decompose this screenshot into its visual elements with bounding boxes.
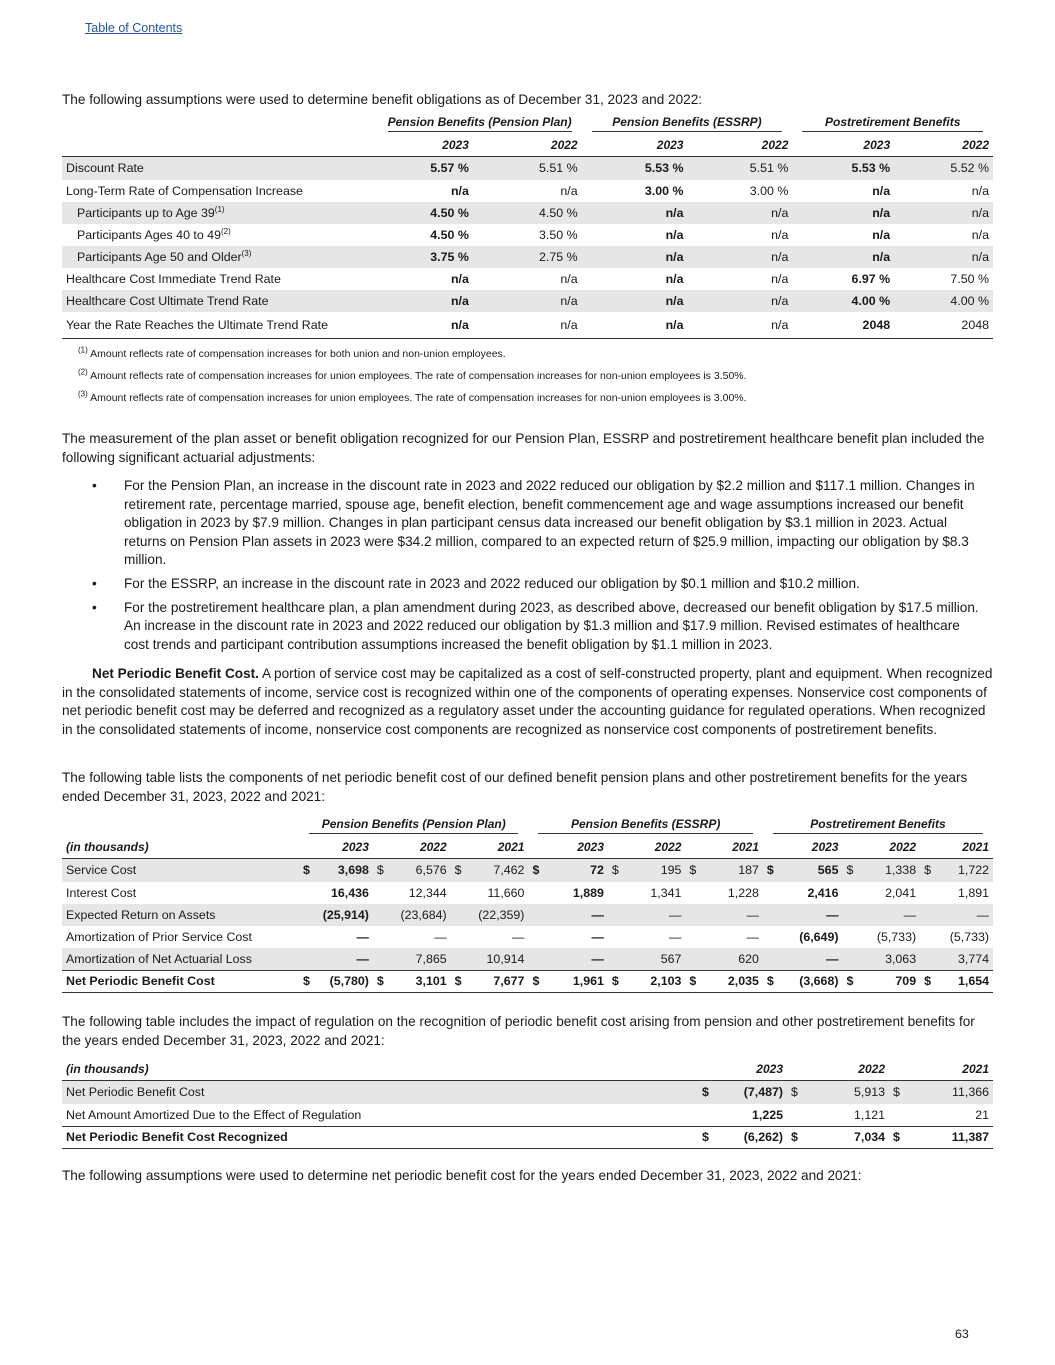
row-label-text: Year the Rate Reaches the Ultimate Trend Rate (66, 317, 328, 332)
table-row (62, 858, 993, 882)
value-cell: 3,063 (858, 948, 920, 970)
value-cell: — (591, 930, 604, 944)
value-cell: n/a (665, 228, 684, 242)
value-cell: 3.75 % (378, 246, 473, 268)
table-row (62, 268, 993, 290)
value-cell: (25,914) (315, 904, 373, 926)
currency-symbol (451, 882, 467, 904)
row-label: Net Periodic Benefit Cost (62, 970, 299, 992)
value-cell: n/a (450, 272, 469, 286)
currency-symbol (528, 948, 550, 970)
value-cell: 72 (550, 858, 608, 882)
year-header: 2023 (378, 134, 473, 156)
measurement-paragraph: The measurement of the plan asset or benefit obligation recognized for our Pension Plan, ESSRP and postretirement healthcare benefit plan included the following significant actuarial adjustments: (62, 431, 985, 465)
value-cell: 1,121 (853, 1107, 885, 1122)
value-cell: n/a (792, 202, 894, 224)
value-cell: 5.51 % (473, 156, 582, 180)
value-cell: 10,914 (467, 948, 529, 970)
year-header: 2023 (698, 1058, 787, 1080)
footnote-ref: (3) (241, 248, 252, 258)
value-cell: — (315, 948, 373, 970)
value-cell: n/a (560, 272, 578, 286)
value-cell: n/a (582, 202, 688, 224)
value-cell: 5,913 (809, 1080, 889, 1104)
row-label (62, 290, 378, 312)
value-cell: — (785, 904, 843, 926)
value-cell: 1,228 (727, 886, 759, 900)
table-row (62, 1104, 993, 1126)
footnote-1: $^{(1)}$ Amount reflects rate of compensation increases for both union and non-union employees. (78, 345, 506, 360)
value-cell: n/a (582, 290, 688, 312)
npbc-paragraph: Net Periodic Benefit Cost. A portion of service cost may be capitalized as a cost of self-constructed property, plant and equipment. When recognized in the consolidated statements of income, service cost is recognized within one of the components of operating expenses. Nonservice cost components of net periodic benefit cost may be deferred and recognized as a regulatory asset under the accounting guidance for regulated operations. When recognized in the consolidated statements of income, nonservice cost components are recognized as nonservice cost components of postretirement benefits. (62, 666, 993, 737)
value-cell: n/a (687, 312, 792, 338)
row-label (62, 180, 378, 202)
currency-symbol (920, 904, 936, 926)
value-cell: — (624, 904, 686, 926)
value-cell: 7,462 (467, 858, 529, 882)
value-cell: 567 (624, 948, 686, 970)
value-cell: n/a (971, 228, 989, 242)
currency-symbol: $ (698, 1080, 720, 1104)
value-cell: 2,041 (885, 886, 917, 900)
intro-assumptions-cost: The following assumptions were used to determine net periodic benefit cost for the years ended December 31, 2023, 2022 and 2021: (62, 1168, 862, 1183)
value-cell: 565 (785, 858, 843, 882)
currency-symbol: $ (373, 858, 389, 882)
value-cell: 1,891 (957, 886, 989, 900)
npbc-heading: Net Periodic Benefit Cost. (92, 666, 259, 681)
currency-symbol (451, 948, 467, 970)
value-cell: 2.75 % (473, 246, 582, 268)
currency-symbol (608, 926, 624, 948)
value-cell: 4.50 % (378, 202, 473, 224)
year-header: 2022 (787, 1058, 889, 1080)
value-cell: 7.50 % (950, 272, 989, 286)
value-cell: 2048 (792, 312, 894, 338)
list-item: • For the Pension Plan, an increase in the discount rate in 2023 and 2022 reduced our obligation by $2.2 million and $117.1 million. Changes in retirement rate, percentage married, spouse age, benefit election, benefit commencement age and wage assumptions increased our benefit obligation in 2023 by $7.9 million. Changes in plan participant census data increased our benefit obligation by $3.1 million in 2023. Actual returns on Pension Plan assets in 2023 were $34.2 million, compared to an expected return of $25.9 million, impacting our obligation by $8.3 million. (92, 478, 975, 568)
regulation-table (62, 1058, 993, 1149)
currency-symbol: $ (920, 970, 936, 992)
value-cell: 7,677 (467, 970, 529, 992)
value-cell: 620 (701, 948, 763, 970)
footnote-ref: (2) (220, 226, 231, 236)
value-cell: 11,366 (911, 1080, 993, 1104)
row-label-text: Healthcare Cost Immediate Trend Rate (66, 272, 281, 286)
group-header-pension-plan: Pension Benefits (Pension Plan) (378, 112, 582, 134)
currency-symbol: $ (608, 858, 624, 882)
value-cell: 2,035 (701, 970, 763, 992)
table-row (62, 156, 993, 180)
group-header-essrp: Pension Benefits (ESSRP) (582, 112, 793, 134)
currency-symbol: $ (787, 1126, 809, 1148)
list-item: • For the postretirement healthcare plan, a plan amendment during 2023, as described above, decreased our benefit obligation by $17.5 million. An increase in the discount rate in 2023 and 2022 reduced our obligation by $1.3 million and $17.9 million. Revised estimates of healthcare cost trends and participant contribution assumptions increased the benefit obligation by $1.1 million in 2023. (92, 599, 979, 652)
value-cell: — (785, 948, 843, 970)
value-cell: 11,660 (487, 886, 525, 900)
row-label: Net Amount Amortized Due to the Effect of Regulation (66, 1107, 362, 1122)
year-header: 2021 (920, 836, 993, 858)
row-label (62, 202, 378, 224)
row-label: Expected Return on Assets (62, 904, 299, 926)
year-header: 2022 (373, 836, 451, 858)
value-cell: 4.00 % (894, 290, 993, 312)
value-cell: 4.50 % (430, 228, 469, 242)
value-cell: (6,649) (799, 930, 839, 944)
currency-symbol: $ (451, 858, 467, 882)
currency-symbol: $ (787, 1080, 809, 1104)
value-cell: 3,774 (936, 948, 993, 970)
currency-symbol (842, 948, 858, 970)
value-cell: n/a (894, 246, 993, 268)
value-cell: 2,103 (624, 970, 686, 992)
value-cell: (7,487) (720, 1080, 787, 1104)
table-row (62, 180, 993, 202)
currency-symbol: $ (685, 858, 701, 882)
year-header: 2023 (763, 836, 843, 858)
currency-symbol (842, 882, 858, 904)
value-cell: — (936, 904, 993, 926)
value-cell: 4.50 % (473, 202, 582, 224)
currency-symbol: $ (299, 970, 315, 992)
currency-symbol (373, 926, 389, 948)
value-cell: (6,262) (720, 1126, 787, 1148)
value-cell: n/a (378, 290, 473, 312)
currency-symbol (373, 948, 389, 970)
value-cell: 5.57 % (378, 156, 473, 180)
currency-symbol (889, 1104, 911, 1126)
currency-symbol: $ (685, 970, 701, 992)
currency-symbol: $ (920, 858, 936, 882)
currency-symbol (608, 948, 624, 970)
year-header: 2023 (582, 134, 688, 156)
year-header: 2022 (608, 836, 686, 858)
assumptions-table (62, 112, 993, 339)
group-header-postretirement: Postretirement Benefits (763, 814, 993, 836)
value-cell: 5.52 % (894, 156, 993, 180)
currency-symbol (763, 948, 785, 970)
footnote-ref: (1) (214, 204, 225, 214)
value-cell: 1,722 (936, 858, 993, 882)
currency-symbol (608, 882, 624, 904)
currency-symbol: $ (889, 1126, 911, 1148)
group-header-essrp: Pension Benefits (ESSRP) (528, 814, 762, 836)
group-header-pension-plan: Pension Benefits (Pension Plan) (299, 814, 528, 836)
currency-symbol (763, 882, 785, 904)
value-cell: n/a (582, 312, 688, 338)
value-cell: 3,698 (315, 858, 373, 882)
value-cell: n/a (687, 246, 792, 268)
currency-symbol (685, 882, 701, 904)
currency-symbol (763, 926, 785, 948)
currency-symbol: $ (842, 858, 858, 882)
currency-symbol (373, 904, 389, 926)
value-cell: 21 (975, 1107, 989, 1122)
row-label-text: Participants Age 50 and Older (77, 250, 242, 264)
intro-assumptions-obligations: The following assumptions were used to determine benefit obligations as of December 31, 2023 and 2022: (62, 92, 703, 107)
value-cell: — (550, 904, 608, 926)
value-cell: n/a (771, 272, 789, 286)
value-cell: n/a (872, 184, 891, 198)
value-cell: n/a (872, 228, 891, 242)
table-row (62, 904, 993, 926)
currency-symbol: $ (889, 1080, 911, 1104)
components-table (62, 814, 993, 993)
value-cell: 1,225 (751, 1107, 783, 1122)
currency-symbol (299, 882, 315, 904)
year-header: 2022 (894, 134, 993, 156)
currency-symbol (528, 926, 550, 948)
row-label (62, 312, 378, 338)
year-header: 2023 (792, 134, 894, 156)
row-label: Net Periodic Benefit Cost Recognized (62, 1126, 698, 1148)
value-cell: 1,961 (550, 970, 608, 992)
units-label: (in thousands) (62, 1058, 698, 1080)
table-of-contents-link[interactable]: Table of Contents (85, 21, 183, 35)
currency-symbol: $ (451, 970, 467, 992)
group-header-postretirement: Postretirement Benefits (792, 112, 993, 134)
value-cell: n/a (378, 312, 473, 338)
year-header: 2022 (842, 836, 920, 858)
year-header: 2023 (299, 836, 373, 858)
row-label (62, 246, 378, 268)
value-cell: 2048 (894, 312, 993, 338)
page-number: 63 (955, 1327, 969, 1341)
footnote-2: $^{(2)}$ Amount reflects rate of compensation increases for union employees. The rate of compensation increases for non-union employees is 3.50%. (78, 367, 747, 382)
table-row (62, 1126, 993, 1148)
currency-symbol (685, 926, 701, 948)
currency-symbol: $ (528, 858, 550, 882)
currency-symbol (787, 1104, 809, 1126)
year-header: 2021 (451, 836, 529, 858)
row-label (62, 156, 378, 180)
row-label: Service Cost (62, 858, 299, 882)
row-label (62, 224, 378, 246)
value-cell: n/a (971, 184, 989, 198)
value-cell: 3.00 % (644, 184, 684, 198)
value-cell: 12,344 (408, 886, 447, 900)
row-label: Net Periodic Benefit Cost (62, 1080, 698, 1104)
value-cell: (22,359) (467, 904, 529, 926)
value-cell: — (434, 930, 447, 944)
currency-symbol (920, 926, 936, 948)
table-row (62, 246, 993, 268)
value-cell: 3,101 (389, 970, 451, 992)
table-row (62, 882, 993, 904)
value-cell: 5.53 % (582, 156, 688, 180)
value-cell: 5.51 % (687, 156, 792, 180)
value-cell: (3,668) (785, 970, 843, 992)
currency-symbol (299, 948, 315, 970)
currency-symbol (698, 1104, 720, 1126)
currency-symbol (920, 948, 936, 970)
year-header: 2021 (685, 836, 763, 858)
value-cell: 6.97 % (851, 272, 891, 286)
value-cell: 11,387 (911, 1126, 993, 1148)
row-label-text: Long-Term Rate of Compensation Increase (66, 184, 303, 198)
table-row (62, 926, 993, 948)
currency-symbol: $ (608, 970, 624, 992)
currency-symbol: $ (763, 970, 785, 992)
value-cell: n/a (582, 246, 688, 268)
value-cell: n/a (665, 272, 684, 286)
row-label-text: Participants Ages 40 to 49 (77, 228, 221, 242)
currency-symbol (920, 882, 936, 904)
intro-components: The following table lists the components of net periodic benefit cost of our defined benefit pension plans and other postretirement benefits for the years ended December 31, 2023, 2022 and 2021: (62, 770, 968, 804)
value-cell: 3.50 % (539, 228, 578, 242)
table-row (62, 948, 993, 970)
value-cell: — (550, 948, 608, 970)
value-cell: 7,865 (389, 948, 451, 970)
year-header: 2021 (889, 1058, 993, 1080)
value-cell: 1,654 (936, 970, 993, 992)
currency-symbol: $ (299, 858, 315, 882)
currency-symbol (451, 926, 467, 948)
value-cell: 4.00 % (792, 290, 894, 312)
value-cell: n/a (473, 290, 582, 312)
currency-symbol (685, 904, 701, 926)
value-cell: n/a (560, 184, 578, 198)
value-cell: 6,576 (389, 858, 451, 882)
row-label (62, 268, 378, 290)
footnote-3: $^{(3)}$ Amount reflects rate of compensation increases for union employees. The rate of compensation increases for non-union employees is 3.00%. (78, 389, 747, 404)
currency-symbol (299, 926, 315, 948)
value-cell: (5,733) (949, 930, 989, 944)
row-label-text: Healthcare Cost Ultimate Trend Rate (66, 294, 269, 308)
currency-symbol (608, 904, 624, 926)
currency-symbol (451, 904, 467, 926)
table-row (62, 224, 993, 246)
value-cell: n/a (687, 202, 792, 224)
list-item: • For the ESSRP, an increase in the discount rate in 2023 and 2022 reduced our obligation by $0.1 million and $10.2 million. (92, 575, 860, 591)
intro-regulation: The following table includes the impact of regulation on the recognition of periodic benefit cost arising from pension and other postretirement benefits for the years ended December 31, 2023, 2022 and 2021: (62, 1014, 975, 1048)
value-cell: — (858, 904, 920, 926)
currency-symbol (763, 904, 785, 926)
value-cell: 3.00 % (749, 184, 789, 198)
row-label: Interest Cost (66, 886, 137, 900)
value-cell: 1,338 (858, 858, 920, 882)
currency-symbol: $ (763, 858, 785, 882)
value-cell: — (356, 930, 369, 944)
value-cell: 2,416 (807, 886, 839, 900)
table-row (62, 290, 993, 312)
value-cell: 709 (858, 970, 920, 992)
value-cell: (5,780) (315, 970, 373, 992)
value-cell: 1,889 (572, 886, 604, 900)
value-cell: n/a (687, 290, 792, 312)
value-cell: n/a (792, 246, 894, 268)
table-row (62, 312, 993, 338)
row-label-text: Discount Rate (66, 161, 144, 176)
currency-symbol (528, 904, 550, 926)
currency-symbol (842, 926, 858, 948)
value-cell: n/a (894, 202, 993, 224)
value-cell: (23,684) (389, 904, 451, 926)
row-label: Amortization of Prior Service Cost (66, 930, 252, 944)
currency-symbol: $ (528, 970, 550, 992)
table-row (62, 202, 993, 224)
value-cell: 5.53 % (792, 156, 894, 180)
value-cell: 1,341 (650, 886, 682, 900)
value-cell: 7,034 (809, 1126, 889, 1148)
currency-symbol (528, 882, 550, 904)
year-header: 2022 (687, 134, 792, 156)
units-label: (in thousands) (62, 836, 299, 858)
currency-symbol: $ (373, 970, 389, 992)
currency-symbol: $ (698, 1126, 720, 1148)
year-header: 2023 (528, 836, 607, 858)
row-label: Amortization of Net Actuarial Loss (62, 948, 299, 970)
currency-symbol (299, 904, 315, 926)
actuarial-adjustments-list (62, 477, 987, 659)
value-cell: — (746, 930, 759, 944)
currency-symbol (685, 948, 701, 970)
value-cell: n/a (771, 228, 789, 242)
value-cell: 195 (624, 858, 686, 882)
currency-symbol (373, 882, 389, 904)
value-cell: (5,733) (876, 930, 917, 944)
value-cell: — (669, 930, 682, 944)
currency-symbol: $ (842, 970, 858, 992)
row-label-text: Participants up to Age 39 (77, 206, 215, 220)
value-cell: — (512, 930, 525, 944)
value-cell: 16,436 (330, 886, 369, 900)
year-header: 2022 (473, 134, 582, 156)
value-cell: — (701, 904, 763, 926)
value-cell: n/a (450, 184, 469, 198)
currency-symbol (842, 904, 858, 926)
table-row (62, 970, 993, 992)
value-cell: 187 (701, 858, 763, 882)
value-cell: n/a (473, 312, 582, 338)
table-row (62, 1080, 993, 1104)
